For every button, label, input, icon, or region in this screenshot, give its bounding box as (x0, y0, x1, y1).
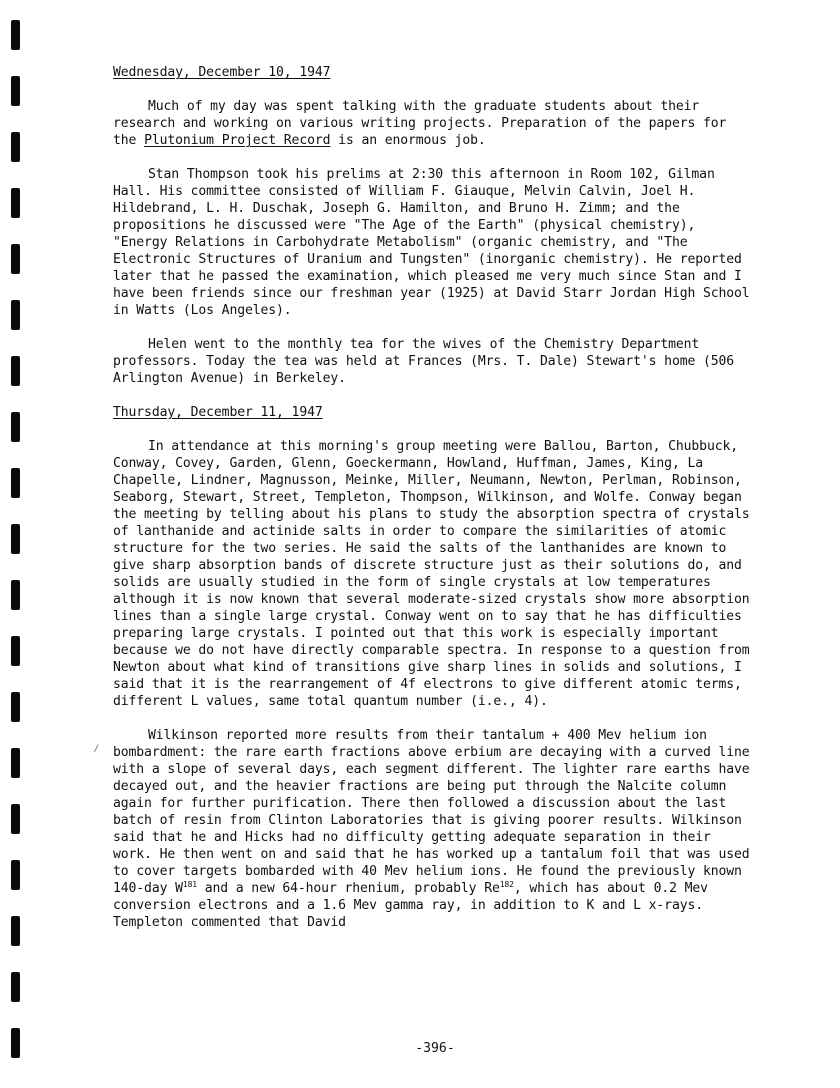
paragraph-text: is an enormous job. (330, 133, 486, 148)
binder-hole-mark (11, 972, 20, 1002)
journal-paragraph: Stan Thompson took his prelims at 2:30 this afternoon in Room 102, Gilman Hall. His committee consisted of William F. Giauque, Melvin Calvin, Joel H. Hildebrand, L. H. Duschak, Joseph G. Hamilton, and Bruno H. Zimm; and the propositions he discussed were "The Age of the Earth" (physical chemistry), "Energy Relations in Carbohydrate Metabolism" (organic chemistry, and "The Electronic Structures of Uranium and Tungsten" (inorganic chemistry). He reported later that he passed the examination, which pleased me very much since Stan and I have been friends since our freshman year (1925) at David Starr Jordan High School in Watts (Los Angeles). (113, 167, 750, 318)
binder-hole-mark (11, 860, 20, 890)
journal-paragraph (113, 98, 753, 149)
binder-hole-mark (11, 188, 20, 218)
binder-hole-mark (11, 804, 20, 834)
binder-hole-mark (11, 748, 20, 778)
binder-hole-mark (11, 580, 20, 610)
binder-hole-mark (11, 20, 20, 50)
binder-hole-mark (11, 916, 20, 946)
entry-date-heading: Thursday, December 11, 1947 (113, 405, 323, 420)
paragraph-text: , which has about 0.2 Mev conversion electrons and a 1.6 Mev gamma ray, in addition to K and L x-rays. Templeton commented that David (113, 881, 708, 930)
publication-title: Plutonium Project Record (144, 133, 331, 148)
binder-hole-mark (11, 524, 20, 554)
binder-hole-mark (11, 636, 20, 666)
paragraph-text: and a new 64-hour rhenium, probably Re (196, 881, 500, 896)
binder-hole-mark (11, 244, 20, 274)
binder-hole-mark (11, 468, 20, 498)
paragraph-text: Much of my day was spent talking with the graduate students about their research and working on various writing projects. Preparation of the papers for the (113, 99, 727, 148)
isotope-mass-superscript: 181 (182, 880, 197, 889)
page-number: -396- (415, 1041, 455, 1056)
journal-paragraph: In attendance at this morning's group meeting were Ballou, Barton, Chubbuck, Conway, Covey, Garden, Glenn, Goeckermann, Howland, Huffman, James, King, La Chapelle, Lindner, Magnusson, Meinke, Miller, Neumann, Newton, Perlman, Robinson, Seaborg, Stewart, Street, Templeton, Thompson, Wilkinson, and Wolfe. Conway began the meeting by telling about his plans to study the absorption spectra of crystals of lanthanide and actinide salts in order to compare the similarities of atomic structure for the two series. He said the salts of the lanthanides are known to give sharp absorption bands of discrete structure just as their solutions do, and solids are usually studied in the form of single crystals at low temperatures although it is now known that several moderate-sized crystals show more absorption lines than a single large crystal. Conway went on to say that he has difficulties preparing large crystals. I pointed out that this work is especially important because we do not have directly comparable spectra. In response to a question from Newton about what kind of transitions give sharp lines in solids and solutions, I said that it is the rearrangement of 4f electrons to give different atomic terms, different L values, same total quantum number (i.e., 4). (113, 439, 750, 709)
binder-hole-mark (11, 412, 20, 442)
binder-hole-mark (11, 76, 20, 106)
paragraph-text: Wilkinson reported more results from their tantalum + 400 Mev helium ion bombardment: the rare earth fractions above erbium are decaying with a curved line with a slope of several days, each segment different. The lighter rare earths have decayed out, and the heavier fractions are being put through the Nalcite column again for further purification. There then followed a discussion about the last batch of resin from Clinton Laboratories that is giving poorer results. Wilkinson said that he and Hicks had no difficulty getting adequate separation in their work. He then went on and said that he has worked up a tantalum foil that was used to cover targets bombarded with 40 Mev helium ions. He found the previously known 140-day W (113, 728, 750, 896)
binder-hole-mark (11, 356, 20, 386)
journal-paragraph (113, 727, 753, 931)
binder-hole-mark (11, 692, 20, 722)
journal-paragraph: Helen went to the monthly tea for the wives of the Chemistry Department professors. Today the tea was held at Frances (Mrs. T. Dale) Stewart's home (506 Arlington Avenue) in Berkeley. (113, 337, 735, 386)
isotope-mass-superscript: 182 (499, 880, 514, 889)
journal-text (113, 64, 753, 931)
binder-hole-mark (11, 132, 20, 162)
margin-tick-mark: ⁄ (93, 742, 100, 755)
entry-date-heading: Wednesday, December 10, 1947 (113, 65, 331, 80)
binder-hole-mark (11, 300, 20, 330)
